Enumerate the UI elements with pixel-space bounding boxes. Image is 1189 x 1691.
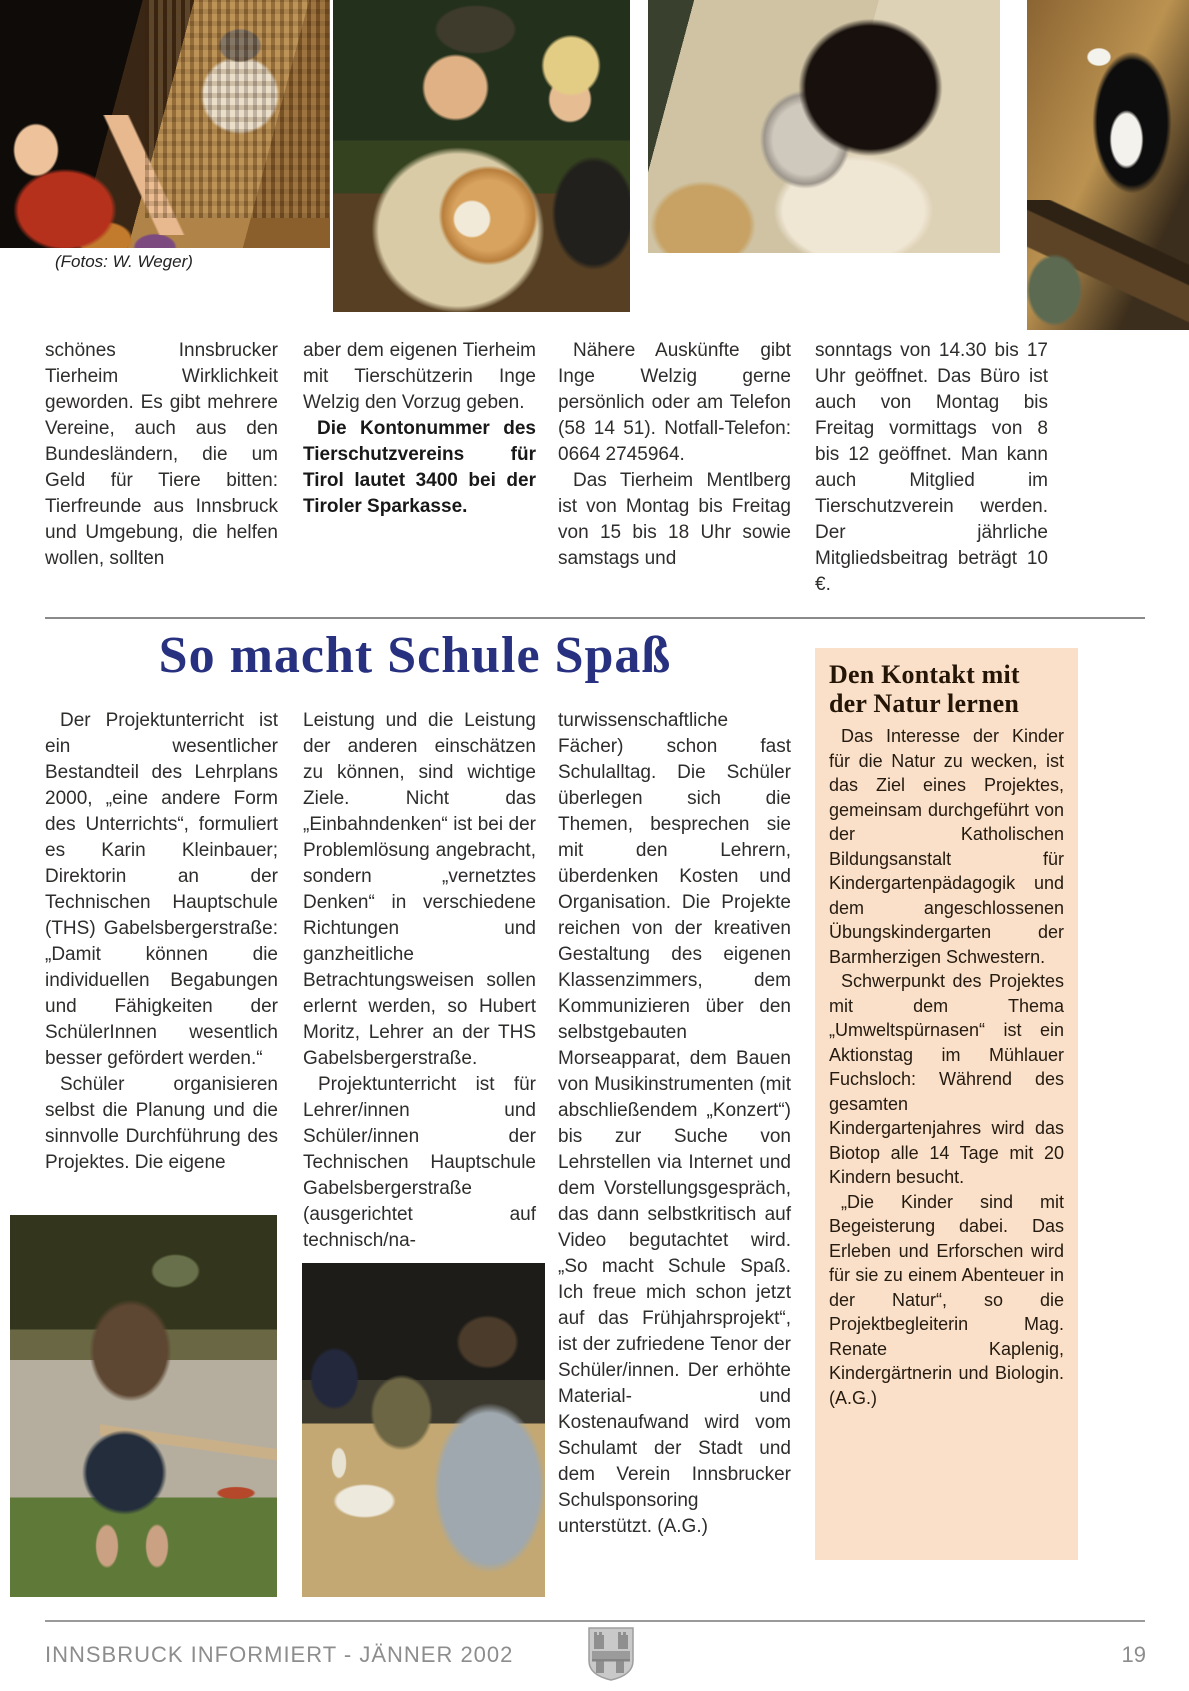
footer-divider-rule [45,1620,1145,1622]
photo-students-at-workshop-table [302,1263,545,1597]
article-column-1 [45,708,278,1176]
tierheim-column-1 [45,338,278,572]
article-col3-text: turwissenschaftliche Fächer) schon fast Schulalltag. Die Schüler überlegen sich die Themen, besprechen sie mit den Lehrern, überdenken Kosten und Organisation. Die Projekte reichen von der kreativen Gestaltung des eigenen Klassenzimmers, dem Kommunizieren über den selbstgebauten Morseapparat, dem Bauen von Musikinstrumenten (mit abschließendem „Konzert“) bis zur Suche von Lehrstellen via Internet und dem Vorstellungsgespräch, das dann selbstkritisch auf Video begutachtet wird. „So macht Schule Spaß. Ich freue mich schon jetzt auf das Frühjahrsprojekt“, ist der zufriedene Tenor der Schüler/innen. Der erhöhte Material- und Kostenaufwand wird vom Schulamt der Stadt und dem Verein Innsbrucker Schulsponsoring unterstützt. (A.G.) [558,710,791,1537]
tierheim-col1-text: schönes Innsbrucker Tierheim Wirklichkeit geworden. Es gibt mehrere Vereine, auch aus den Bundesländern, die um Geld für Tiere bitten: Tierfreunde aus Innsbruck und Umgebung, die helfen wollen, sollten [45,340,278,569]
article-col1-paragraph-2: Schüler organisieren selbst die Planung und die sinnvolle Durchführung des Projektes. Die eigene [45,1074,278,1173]
photo-child-with-cat-in-wicker-basket [0,0,330,248]
photo-credit: (Fotos: W. Weger) [55,252,193,271]
tierheim-opening-hours: Das Tierheim Mentlberg ist von Montag bis Freitag von 15 bis 18 Uhr sowie samstags und [558,470,791,569]
sidebar-paragraph-2: Schwerpunkt des Projektes mit dem Thema „Umweltspürnasen“ ist ein Aktionstag im Mühlauer Fuchsloch: Während des gesamten Kindergartenjahres wird das Biotop alle 14 Tage mit 20 Kindern besucht. [829,971,1064,1187]
article-col2-paragraph-1: Leistung und die Leistung der anderen einschätzen zu können, sind wichtige Ziele. Nicht das „Einbahndenken“ ist bei der Problemlösung angebracht, sondern „vernetztes Denken“ in verschiedene Richtungen und ganzheitliche Betrachtungsweisen sollen erlernt werden, so Hubert Moritz, Lehrer an der THS Gabelsbergerstraße. [303,710,536,1069]
sidebar-paragraph-3: „Die Kinder sind mit Begeisterung dabei. Das Erleben und Erforschen wird für sie zu einem Abenteuer in der Natur“, so die Projektbegleiterin Mag. Renate Kaplenig, Kindergärtnerin und Biologin. (A.G.) [829,1191,1064,1408]
article-column-3 [558,708,791,1540]
tierheim-col2-paragraph: aber dem eigenen Tierheim mit Tierschützerin Inge Welzig den Vorzug geben. [303,340,536,413]
tierheim-account-number: Die Kontonummer des Tierschutzvereins für Tirol lautet 3400 bei der Tiroler Sparkasse. [303,418,536,517]
sidebar-paragraph-1: Das Interesse der Kinder für die Natur zu wecken, ist das Ziel eines Projektes, gemeinsam durchgeführt von der Katholischen Bildungsanstalt für Kindergartenpädagogik und dem angeschlossenen Übungskindergarten der Barmherzigen Schwestern. [829,726,1064,967]
photo-man-and-woman-holding-dog [333,0,630,312]
tierheim-column-3 [558,338,791,572]
footer-publication-title: INNSBRUCK INFORMIERT - JÄNNER 2002 [45,1642,514,1667]
photo-woman-holding-grey-cat [648,0,1000,253]
section-divider-rule [45,617,1145,619]
article-col2-paragraph-2: Projektunterricht ist für Lehrer/innen und Schüler/innen der Technischen Hauptschule Gabelsbergerstraße (ausgerichtet auf technisch/na- [303,1074,536,1251]
article-column-2 [303,708,536,1254]
tierheim-col4-text: sonntags von 14.30 bis 17 Uhr geöffnet. Das Büro ist auch von Montag bis Freitag vormittags von 8 bis 12 geöffnet. Man kann auch Mitglied im Tierschutzverein werden. Der jährliche Mitgliedsbeitrag beträgt 10 €. [815,340,1048,595]
innsbruck-crest-icon [588,1627,634,1681]
photo-boy-sawing-wood-outdoors [10,1215,277,1597]
photo-black-white-cat-on-branch [1027,0,1189,330]
page-number: 19 [1121,1642,1146,1667]
article-headline: So macht Schule Spaß [158,627,672,684]
tierheim-column-4 [815,338,1048,598]
article-col1-paragraph-1: Der Projektunterricht ist ein wesentlicher Bestandteil des Lehrplans 2000, „eine andere Form des Unterrichts“, formuliert es Karin Kleinbauer; Direktorin an der Technischen Hauptschule (THS) Gabelsbergerstraße: „Damit können die individuellen Begabungen und Fähigkeiten der SchülerInnen wesentlich besser gefördert werden.“ [45,710,278,1069]
sidebar-title: Den Kontakt mit der Natur lernen [829,660,1020,718]
nature-project-sidebar [815,648,1078,1560]
tierheim-contact-info: Nähere Auskünfte gibt Inge Welzig gerne persönlich oder am Telefon (58 14 51). Notfall-Telefon: 0664 2745964. [558,340,791,465]
tierheim-column-2 [303,338,536,520]
